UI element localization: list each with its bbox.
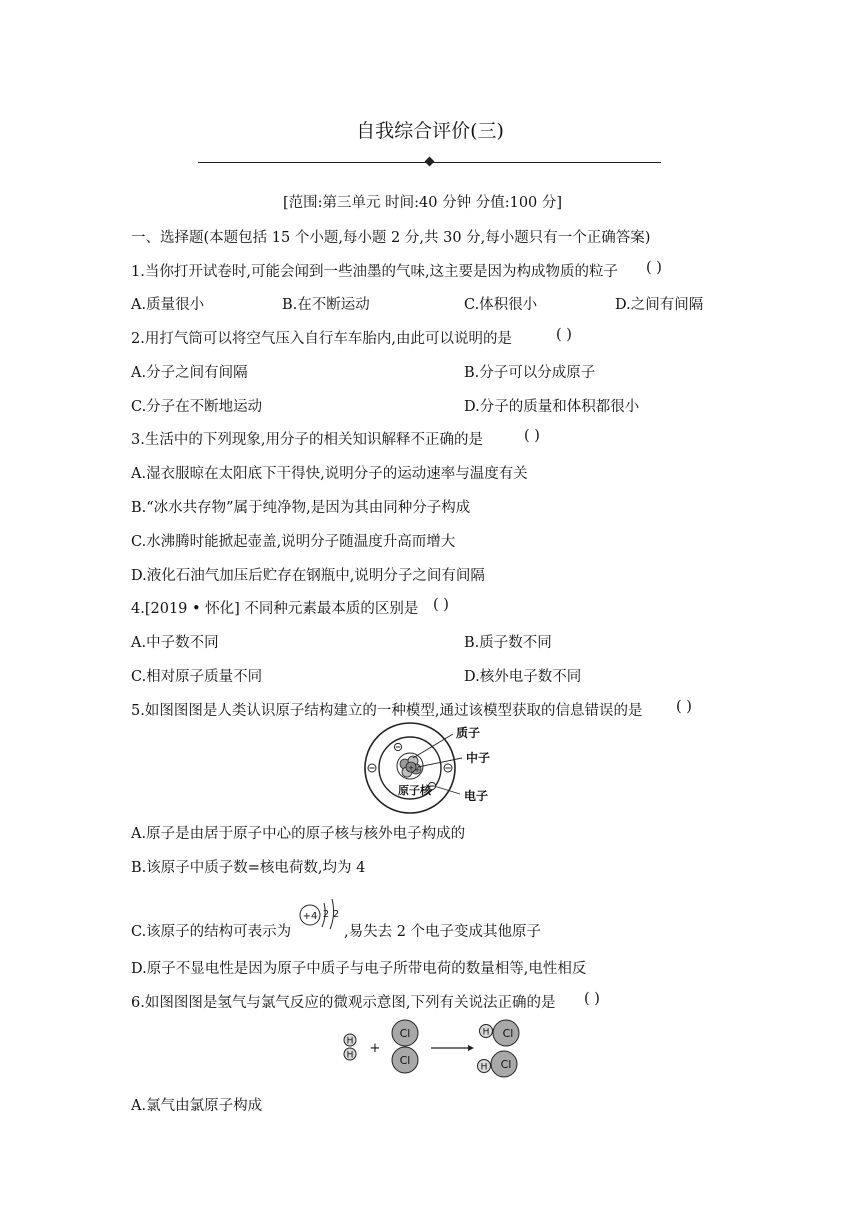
question-2-option-a: A.分子之间有间隔 bbox=[131, 365, 248, 381]
shell-2-electrons: 2 bbox=[332, 909, 340, 920]
question-1-stem: 1.当你打开试卷时,可能会闻到一些油墨的气味,这主要是因为构成物质的粒子 bbox=[131, 264, 619, 280]
svg-text:Cl: Cl bbox=[399, 1054, 411, 1067]
divider-ornament bbox=[425, 157, 435, 167]
chlorine-molecule bbox=[392, 1020, 418, 1073]
question-3-option-a: A.湿衣服晾在太阳底下干得快,说明分子的运动速率与温度有关 bbox=[131, 466, 528, 482]
question-6-stem: 6.如图图图是氢气与氯气反应的微观示意图,下列有关说法正确的是 bbox=[131, 995, 556, 1011]
section-heading: 一、选择题(本题包括 15 个小题,每小题 2 分,共 30 分,每小题只有一个正确答案) bbox=[131, 230, 651, 246]
question-1-answer-blank: ( ) bbox=[646, 260, 662, 276]
plus-sign: + bbox=[369, 1041, 381, 1056]
question-1-option-b: B.在不断运动 bbox=[282, 297, 370, 313]
question-5-stem: 5.如图图图是人类认识原子结构建立的一种模型,通过该模型获取的信息错误的是 bbox=[131, 703, 643, 719]
nucleus-charge: +4 bbox=[302, 911, 318, 922]
label-electron: 电子 bbox=[464, 789, 489, 803]
svg-text:H: H bbox=[480, 1062, 488, 1073]
exam-scope: [范围:第三单元 时间:40 分钟 分值:100 分] bbox=[283, 195, 563, 211]
question-2-option-b: B.分子可以分成原子 bbox=[464, 365, 596, 381]
question-3-stem: 3.生活中的下列现象,用分子的相关知识解释不正确的是 bbox=[131, 432, 483, 448]
shell-1-electrons: 2 bbox=[322, 909, 330, 920]
question-3-option-b: B.“冰水共存物”属于纯净物,是因为其由同种分子构成 bbox=[131, 500, 471, 516]
label-proton: 质子 bbox=[456, 726, 481, 740]
question-5-option-b: B.该原子中质子数=核电荷数,均为 4 bbox=[131, 860, 366, 876]
hydrogen-chloride-molecule-2 bbox=[478, 1051, 518, 1077]
svg-text:+: + bbox=[414, 766, 420, 774]
question-5-answer-blank: ( ) bbox=[676, 699, 692, 715]
hydrogen-molecule bbox=[344, 1034, 356, 1061]
nucleus-particles bbox=[400, 756, 421, 777]
svg-text:H: H bbox=[346, 1050, 354, 1061]
question-2-stem: 2.用打气筒可以将空气压入自行车车胎内,由此可以说明的是 bbox=[131, 331, 512, 347]
question-4-option-d: D.核外电子数不同 bbox=[464, 669, 582, 685]
question-2-option-d: D.分子的质量和体积都很小 bbox=[464, 399, 640, 415]
question-2-answer-blank: ( ) bbox=[556, 327, 572, 343]
reaction-arrow bbox=[431, 1045, 474, 1051]
svg-text:Cl: Cl bbox=[399, 1027, 411, 1040]
atom-model-figure bbox=[360, 720, 500, 816]
question-2-option-c: C.分子在不断地运动 bbox=[131, 399, 263, 415]
question-4-answer-blank: ( ) bbox=[433, 597, 449, 613]
label-nucleus: 原子核 bbox=[398, 784, 431, 797]
question-4-stem: 4.[2019 • 怀化] 不同种元素最本质的区别是 bbox=[131, 601, 419, 617]
reaction-micro-diagram bbox=[338, 1018, 528, 1084]
question-5-option-c-continuation: ,易失去 2 个电子变成其他原子 bbox=[344, 924, 542, 940]
question-3-answer-blank: ( ) bbox=[524, 428, 540, 444]
question-5-option-a: A.原子是由居于原子中心的原子核与核外电子构成的 bbox=[131, 826, 466, 842]
atomic-structure-diagram bbox=[296, 893, 344, 935]
question-1-option-a: A.质量很小 bbox=[131, 297, 205, 313]
svg-text:Cl: Cl bbox=[502, 1027, 514, 1040]
label-neutron: 中子 bbox=[466, 751, 491, 765]
svg-text:H: H bbox=[346, 1036, 354, 1047]
svg-text:H: H bbox=[482, 1027, 490, 1038]
svg-text:+: + bbox=[408, 764, 414, 772]
question-1-option-c: C.体积很小 bbox=[464, 297, 538, 313]
page-title: 自我综合评价(三) bbox=[356, 120, 504, 142]
question-6-answer-blank: ( ) bbox=[584, 991, 600, 1007]
question-1-option-d: D.之间有间隔 bbox=[615, 297, 704, 313]
question-4-option-a: A.中子数不同 bbox=[131, 635, 219, 651]
question-4-option-c: C.相对原子质量不同 bbox=[131, 669, 263, 685]
question-6-option-a: A.氯气由氯原子构成 bbox=[131, 1098, 263, 1114]
question-5-option-c: C.该原子的结构可表示为 bbox=[131, 924, 292, 940]
hydrogen-chloride-molecule-1 bbox=[480, 1020, 520, 1046]
question-3-option-d: D.液化石油气加压后贮存在钢瓶中,说明分子之间有间隔 bbox=[131, 568, 485, 584]
question-3-option-c: C.水沸腾时能掀起壶盖,说明分子随温度升高而增大 bbox=[131, 534, 456, 550]
question-4-option-b: B.质子数不同 bbox=[464, 635, 552, 651]
svg-text:Cl: Cl bbox=[500, 1058, 512, 1071]
question-5-option-d: D.原子不显电性是因为原子中质子与电子所带电荷的数量相等,电性相反 bbox=[131, 961, 587, 977]
